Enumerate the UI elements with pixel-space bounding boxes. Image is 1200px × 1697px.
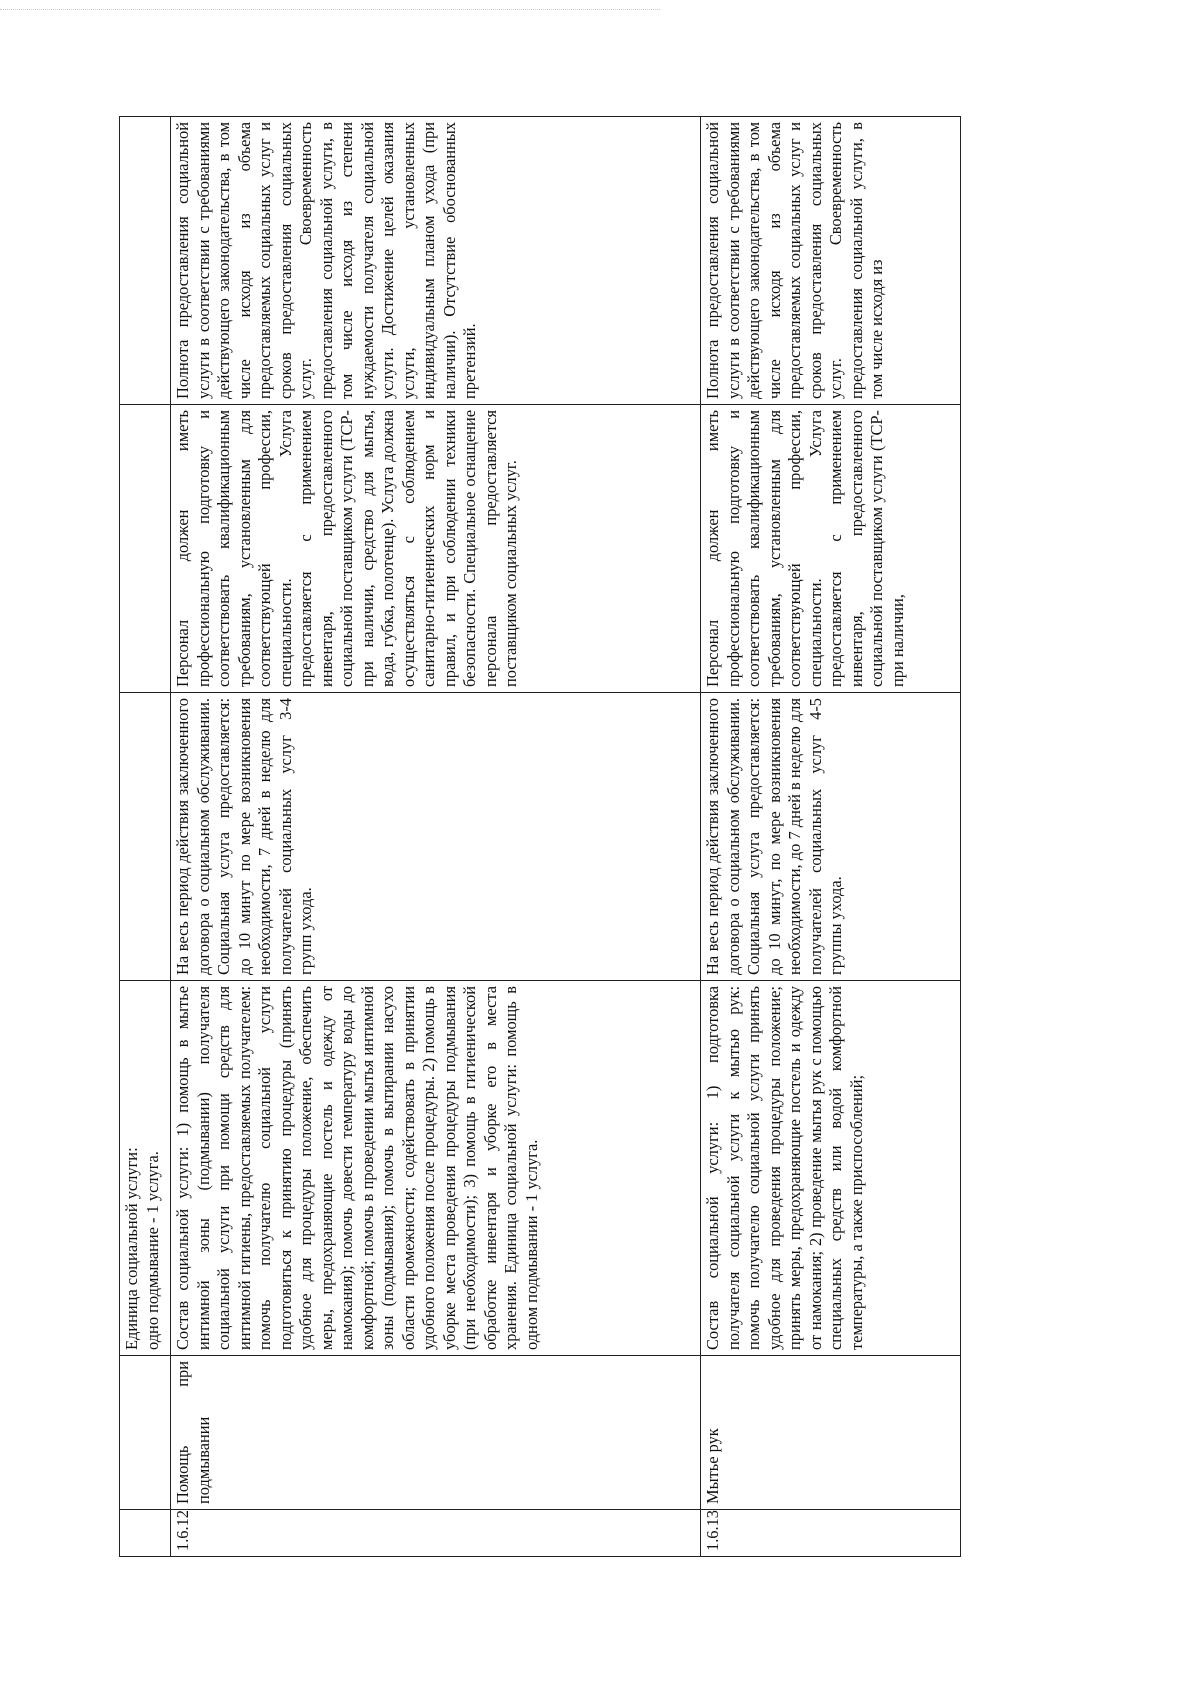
service-terms: На весь период действия заключенного договора о социальном обслуживании. Социальная услуга предоставляется: до 10 минут, по мере возникновения необходимости, до 7 дней в неделю для получателей социальных услуг 4-5 группы ухода. <box>701 693 961 981</box>
rotated-document-table <box>119 117 1079 1557</box>
table-row <box>701 117 961 1557</box>
cell-empty <box>120 405 171 693</box>
cell-empty <box>120 1356 171 1510</box>
cell-empty <box>120 117 171 405</box>
cell-empty <box>120 693 171 981</box>
unit-cell <box>120 981 171 1356</box>
service-composition: Состав социальной услуги: 1) помощь в мытье интимной зоны (подмывании) получателя социальной услуги при помощи средств для интимной гигиены, предоставляемых получателем: помочь получателю социальной услуги подготовиться к принятию процедуры (принять удобное для процедуры положение, обеспечить меры, предохраняющие постель и одежду от намокания); помочь довести температуру воды до комфортной; помочь в проведении мытья интимной зоны (подмывания); помочь в вытирании насухо области промежности; содействовать в принятии удобного положения после процедуры. 2) помощь в уборке места проведения процедуры подмывания (при необходимости); 3) помощь в гигиенической обработке инвентаря и уборке его в места хранения. Единица социальной услуги: помощь в одном подмывании - 1 услуга. <box>171 981 701 1356</box>
service-quality: Полнота предоставления социальной услуги в соответствии с требованиями действующего законодательства, в том числе исходя из объема предоставляемых социальных услуг и сроков предоставления социальных услуг. Своевременность предоставления социальной услуги, в том числе исходя из степени нуждаемости получателя социальной услуги. Достижение целей оказания услуги, установленных индивидуальным планом ухода (при наличии). Отсутствие обоснованных претензий. <box>171 117 701 405</box>
row-number: 1.6.12 <box>171 1510 701 1557</box>
service-name: Помощь подмывании <box>173 1416 213 1504</box>
service-quality: Полнота предоставления социальной услуги в соответствии с требованиями действующего законодательства, в том числе исходя из объема предоставляемых социальных услуг и сроков предоставления социальных услуг. Своевременность предоставления социальной услуги, в том числе исходя из <box>701 117 961 405</box>
scan-edge-line <box>0 9 660 10</box>
services-table <box>119 116 961 1557</box>
row-number: 1.6.13 <box>701 1510 961 1557</box>
header-continuation-row <box>120 117 171 1557</box>
service-name-suffix: при <box>173 1361 192 1387</box>
service-conditions: Персонал должен иметь профессиональную подготовку и соответствовать квалификационным требованиям, установленным для соответствующей профессии, специальности. Услуга предоставляется с применением инвентаря, предоставленного социальной поставщиком услуги (ТСР-при наличии, <box>701 405 961 693</box>
unit-value: одно подмывание - 1 услуга. <box>142 1151 162 1350</box>
service-conditions: Персонал должен иметь профессиональную подготовку и соответствовать квалификационным требованиям, установленным для соответствующей профессии, специальности. Услуга предоставляется с применением инвентаря, предоставленного социальной поставщиком услуги (ТСР-при наличии, средство для мытья, вода, губка, полотенце). Услуга должна осуществляться с соблюдением санитарно-гигиенических норм и правил, и при соблюдении техники безопасности. Специальное оснащение персонала предоставляется поставщиком социальных услуг. <box>171 405 701 693</box>
service-composition: Состав социальной услуги: 1) подготовка получателя социальной услуги к мытью рук: помочь получателю социальной услуги принять удобное для проведения процедуры положение; принять меры, предохраняющие постель и одежду от намокания; 2) проведение мытья рук с помощью специальных средств или водой комфортной температуры, а также приспособлений; <box>701 981 961 1356</box>
table-row <box>171 117 701 1557</box>
service-terms: На весь период действия заключенного договора о социальном обслуживании. Социальная услуга предоставляется: до 10 минут по мере возникновения необходимости, 7 дней в неделю для получателей социальных услуг 3-4 групп ухода. <box>171 693 701 981</box>
cell-empty <box>120 1510 171 1557</box>
service-name-cell <box>171 1356 701 1510</box>
unit-label: Единица социальной услуги: <box>122 1147 141 1350</box>
service-name: Мытье рук <box>701 1356 961 1510</box>
